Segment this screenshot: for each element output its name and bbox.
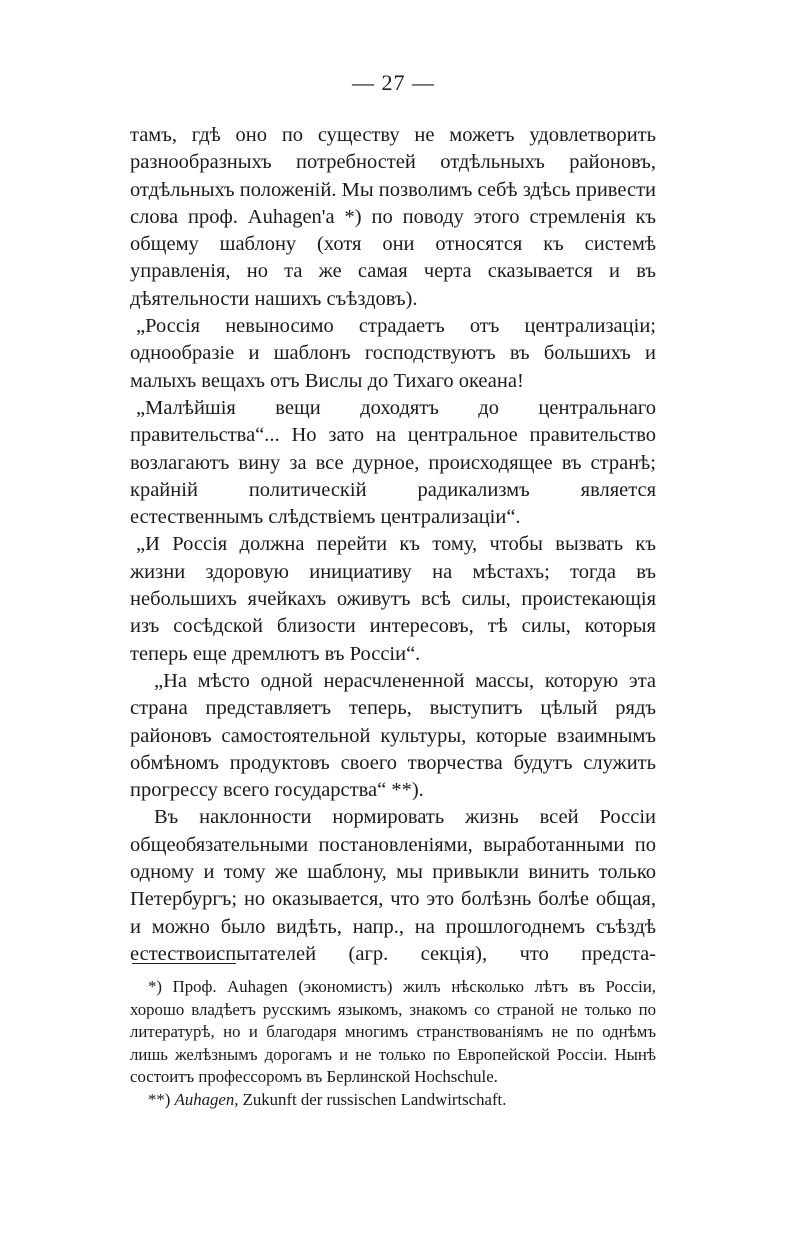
quote-paragraph: „Россія невыносимо страдаетъ отъ централизаціи; однообразіе и шаблонъ господствуютъ въ большихъ и малыхъ вещахъ отъ Вислы до Тихаго океана!	[130, 315, 656, 392]
footnote	[130, 1089, 656, 1112]
quote-paragraph: „Малѣйшія вещи доходятъ до центральнаго правительства“... Но зато на центральное правительство возлагаютъ вину за все дурное, происходящее въ странѣ; крайній политическій радикализмъ является естественнымъ слѣдствіемъ централизаціи“.	[130, 396, 656, 529]
paragraph: Въ наклонности нормировать жизнь всей Россіи общеобязательными постановленіями, выработанными по одному и тому же шаблону, мы привыкли винить только Петербургъ; но оказывается, что это болѣзнь болѣе общая, и можно было видѣть, напр., на прошлогоднемъ съѣздѣ естествоиспытателей (агр. секція), что предста-	[130, 806, 656, 965]
body-text	[130, 122, 656, 968]
paragraph: тамъ, гдѣ оно по существу не можетъ удовлетворить разнообразныхъ потребностей отдѣльныхъ районовъ, отдѣльныхъ положеній. Мы позволимъ себѣ здѣсь привести слова проф. Auhagen'a *) по поводу этого стремленія къ общему шаблону (хотя они относятся къ системѣ управленія, но та же самая черта сказывается и въ дѣятельности нашихъ съѣздовъ).	[130, 124, 656, 310]
page-number: — 27 —	[352, 70, 435, 95]
quote-paragraph: „На мѣсто одной нерасчлененной массы, которую эта страна представляетъ теперь, выступитъ цѣлый рядъ районовъ самостоятельной культуры, которые взаимнымъ обмѣномъ продуктовъ своего творчества будутъ служить прогрессу всего государства“ **).	[130, 669, 656, 802]
footnote-divider	[132, 963, 236, 964]
footnotes	[130, 976, 656, 1112]
footnote-author: Auhagen	[174, 1089, 235, 1109]
footnote-mark: **)	[148, 1089, 171, 1109]
footnote-title: , Zukunft der russischen Landwirtschaft.	[234, 1089, 507, 1109]
quote-paragraph: „И Россія должна перейти къ тому, чтобы вызвать къ жизни здоровую инициативу на мѣстахъ; тогда въ небольшихъ ячейкахъ оживутъ всѣ силы, проистекающія изъ сосѣдской близости интересовъ, тѣ силы, которыя теперь еще дремлютъ въ Россіи“.	[130, 533, 656, 665]
footnote: *) Проф. Auhagen (экономистъ) жилъ нѣсколько лѣтъ въ Россіи, хорошо владѣетъ русскимъ языкомъ, знакомъ со страной не только по литературѣ, но и благодаря многимъ странствованіямъ не по однѣмъ лишь желѣзнымъ дорогамъ и не только по Европейской Россіи. Нынѣ состоитъ профессоромъ въ Берлинской Hochschule.	[130, 977, 656, 1087]
